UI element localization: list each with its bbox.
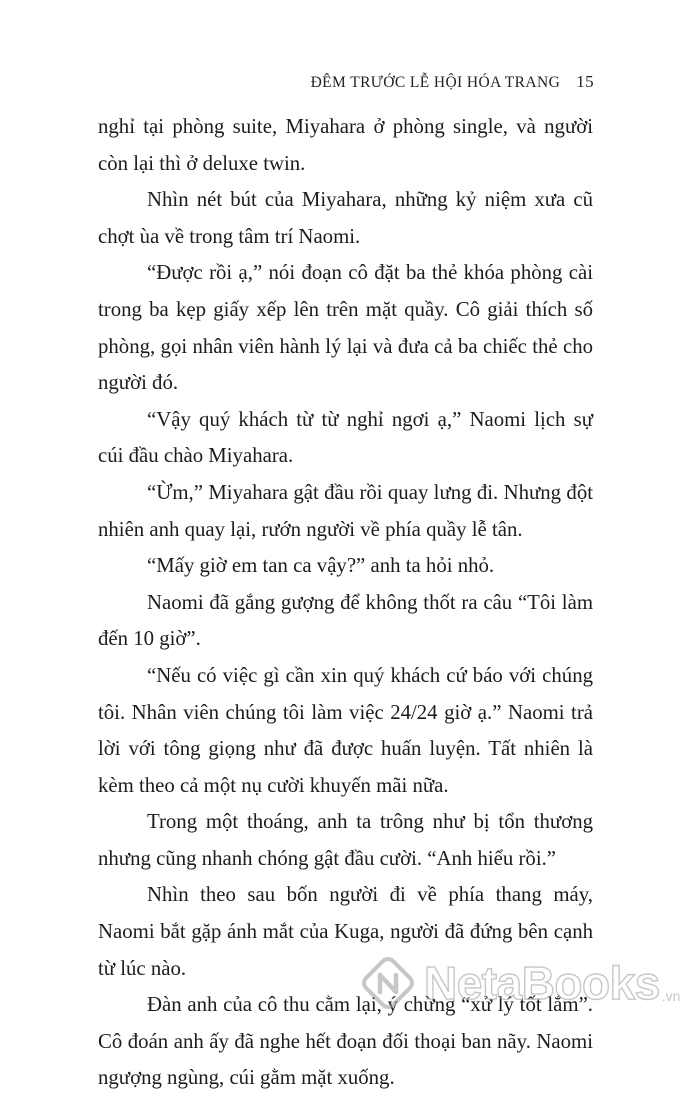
paragraph: Naomi đã gắng gượng để không thốt ra câu “Tôi làm đến 10 giờ”.: [98, 590, 593, 651]
page-number: 15: [576, 72, 594, 91]
paragraph: “Mấy giờ em tan ca vậy?” anh ta hỏi nhỏ.: [147, 554, 495, 578]
paragraph: Đàn anh của cô thu cằm lại, ý chừng “xử lý tốt lắm”. Cô đoán anh ấy đã nghe hết đoạn đối thoại ban nãy. Naomi ngượng ngùng, cúi gằm mặt xuống.: [98, 993, 593, 1090]
watermark-text: NetaBooks: [424, 957, 660, 1009]
paragraph: Nhìn theo sau bốn người đi về phía thang máy, Naomi bắt gặp ánh mắt của Kuga, người đã đứng bên cạnh từ lúc nào.: [98, 883, 593, 980]
paragraph: Trong một thoáng, anh ta trông như bị tổn thương nhưng cũng nhanh chóng gật đầu cười. “Anh hiểu rồi.”: [98, 810, 593, 870]
watermark-suffix: .vn: [661, 988, 681, 1004]
paragraph: “Vậy quý khách từ từ nghỉ ngơi ạ,” Naomi lịch sự cúi đầu chào Miyahara.: [98, 407, 593, 468]
netabooks-logo-icon: [360, 955, 416, 1011]
running-header: [311, 72, 594, 92]
paragraph: “Nếu có việc gì cần xin quý khách cứ báo với chúng tôi. Nhân viên chúng tôi làm việc 24/24 giờ ạ.” Naomi trả lời với tông giọng như đã được huấn luyện. Tất nhiên là kèm theo cả một nụ cười khuyến mãi nữa.: [98, 663, 593, 797]
paragraph: Nhìn nét bút của Miyahara, những kỷ niệm xưa cũ chợt ùa về trong tâm trí Naomi.: [98, 188, 593, 248]
watermark: [360, 948, 680, 1018]
paragraph: “Ừm,” Miyahara gật đầu rồi quay lưng đi. Nhưng đột nhiên anh quay lại, rướn người về phía quầy lễ tân.: [98, 480, 593, 541]
paragraph: “Được rồi ạ,” nói đoạn cô đặt ba thẻ khóa phòng cài trong ba kẹp giấy xếp lên trên mặt quầy. Cô giải thích số phòng, gọi nhân viên hành lý lại và đưa cả ba chiếc thẻ cho người đó.: [98, 261, 593, 395]
chapter-title: ĐÊM TRƯỚC LỄ HỘI HÓA TRANG: [310, 74, 561, 91]
paragraph: nghỉ tại phòng suite, Miyahara ở phòng single, và người còn lại thì ở deluxe twin.: [98, 115, 593, 175]
